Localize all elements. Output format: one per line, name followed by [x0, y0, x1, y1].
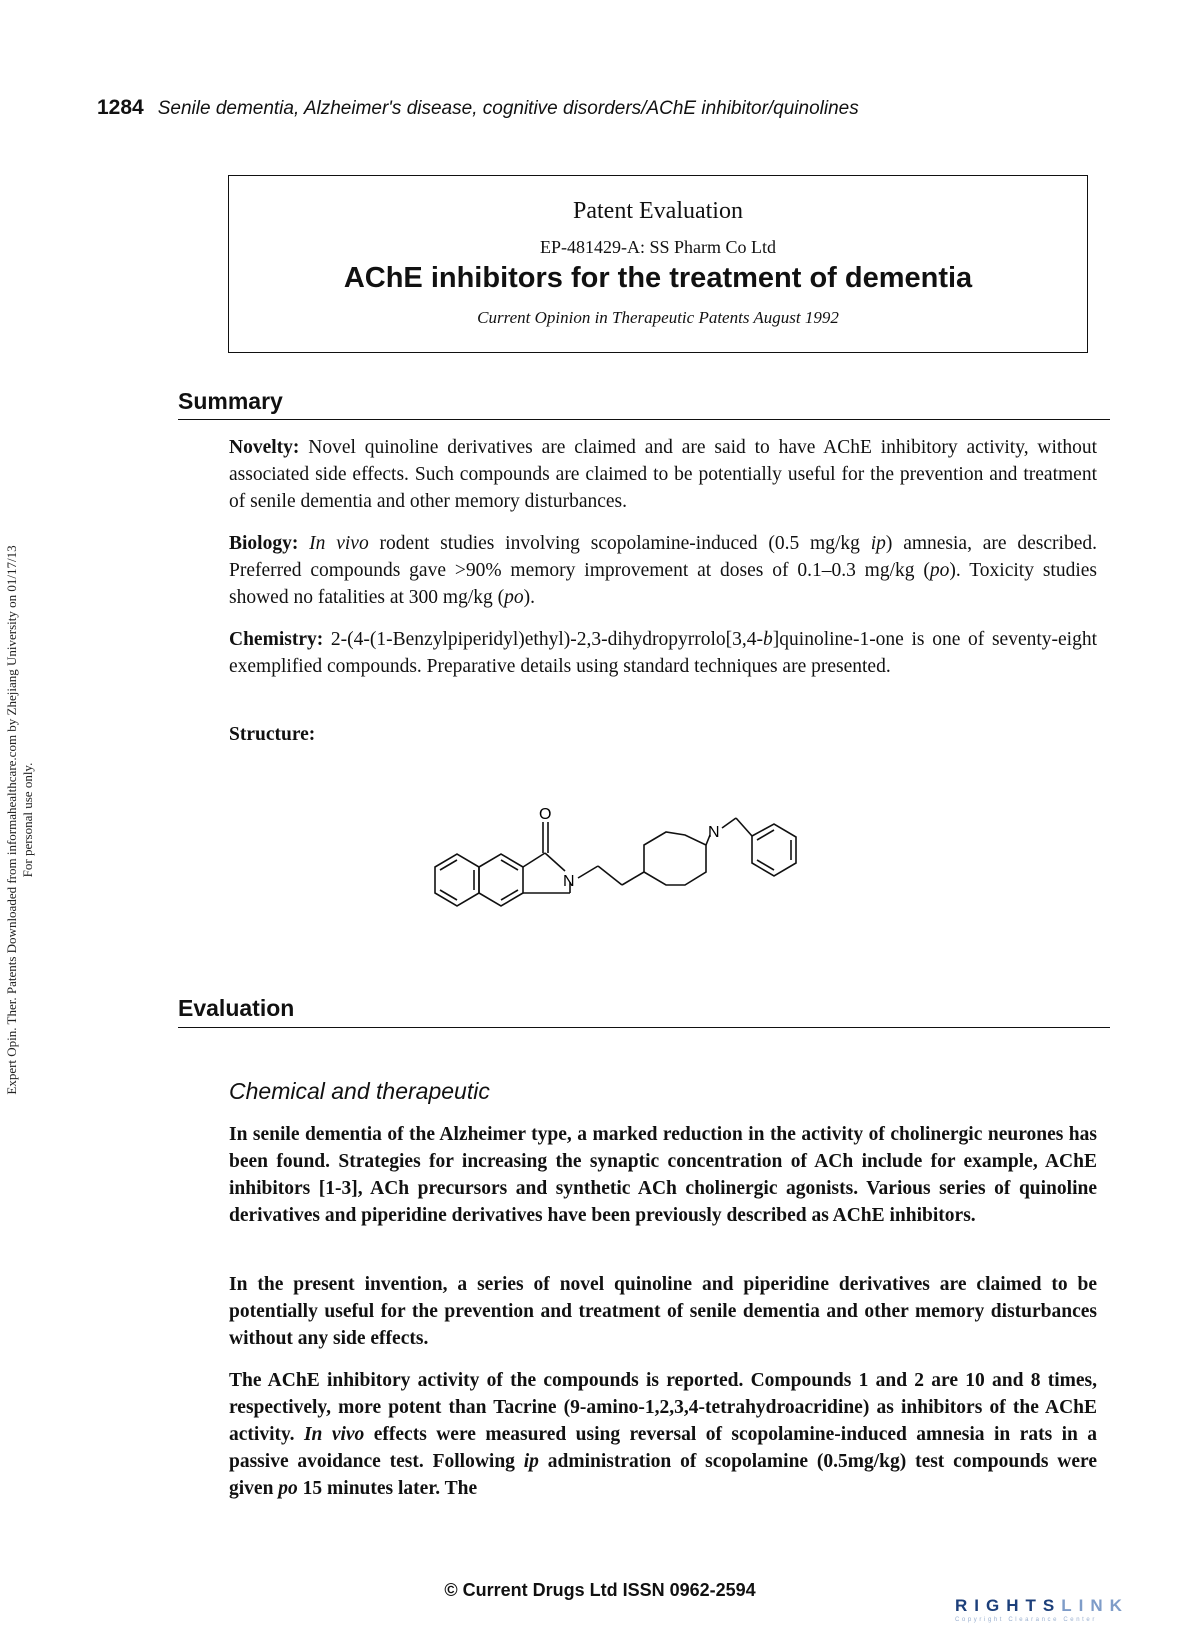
biology-po-2: po [504, 587, 524, 608]
naphthalene-ring-right [479, 854, 523, 906]
structure-label: Structure: [229, 724, 316, 745]
patent-number: EP-481429-A: SS Pharm Co Ltd [539, 237, 776, 257]
patent-title-box [228, 175, 1088, 353]
chemical-therapeutic-subheading: Chemical and therapeutic [229, 1078, 490, 1104]
summary-rule [178, 419, 1110, 420]
double-bond [440, 890, 457, 900]
chemistry-label: Chemistry: [229, 629, 324, 650]
rightslink-dark: RIGHTS [955, 1596, 1062, 1615]
download-notice-line1: Expert Opin. Ther. Patents Downloaded from informahealthcare.com by Zhejiang University on 01/17/13 [4, 545, 19, 1095]
evaluation-rule [178, 1027, 1110, 1028]
oxygen-atom-label: O [539, 806, 552, 823]
benzyl-bond [722, 818, 736, 828]
chemistry-text-1: 2-(4-(1-Benzylpiperidyl)ethyl)-2,3-dihydropyrrolo[3,4- [330, 629, 764, 650]
novelty-text: Novel quinoline derivatives are claimed and are said to have AChE inhibitory activity, without associated side effects. Such compounds are claimed to be potentially useful for the prevention and treatment of senile dementia and other memory disturbances. [229, 437, 1097, 512]
bond [622, 872, 644, 885]
biology-text-2: ) amnesia, are described. Preferred compounds gave >90% memory improvement at doses of 0.1–0.3 mg/kg ( [229, 533, 1097, 581]
copyright-footer: © Current Drugs Ltd ISSN 0962-2594 [444, 1580, 756, 1600]
p3-po: po [278, 1478, 298, 1499]
biology-label: Biology: [229, 533, 299, 554]
novelty-paragraph [229, 434, 1097, 515]
p3-text-4: 15 minutes later. The [302, 1478, 478, 1499]
page-number: 1284 [97, 96, 144, 119]
p3-text-1: The AChE inhibitory activity of the compounds is reported. Compounds 1 and 2 are 10 and 8 times, respectively, more potent than Tacrine (9-amino-1,2,3,4-tetrahydroacridine) as inhibitors of the AChE activity. [229, 1370, 1097, 1445]
chemistry-paragraph [229, 626, 1097, 680]
double-bond [440, 860, 457, 870]
structure-paragraph [229, 721, 1097, 748]
journal-source: Current Opinion in Therapeutic Patents August 1992 [477, 308, 839, 327]
evaluation-heading: Evaluation [178, 995, 295, 1021]
novelty-label: Novelty: [229, 437, 300, 458]
evaluation-paragraph-3 [229, 1367, 1097, 1502]
download-notice [0, 470, 36, 1170]
biology-ip: ip [870, 533, 886, 554]
evaluation-paragraph-1: In senile dementia of the Alzheimer type, a marked reduction in the activity of cholinergic neurones has been found. Strategies for increasing the synaptic concentration of ACh include for example, AChE inhibitors [1-3], ACh precursors and synthetic ACh cholinergic agonists. Various series of quinoline derivatives and piperidine derivatives have been previously described as AChE inhibitors. [229, 1124, 1097, 1226]
evaluation-paragraph-2: In the present invention, a series of novel quinoline and piperidine derivatives are claimed to be potentially useful for the prevention and treatment of senile dementia and other memory disturbances without any side effects. [229, 1274, 1097, 1349]
double-bond [501, 890, 518, 900]
evaluation-kind: Patent Evaluation [573, 198, 743, 224]
running-title: Senile dementia, Alzheimer's disease, cognitive disorders/AChE inhibitor/quinolines [157, 98, 859, 119]
biology-po-1: po [929, 560, 950, 581]
article-title: AChE inhibitors for the treatment of dementia [343, 262, 973, 294]
bond [598, 866, 622, 885]
download-notice-line2: For personal use only. [20, 762, 35, 878]
chemistry-b: b [763, 629, 773, 650]
rightslink-subtitle: Copyright Clearance Center [955, 1617, 1097, 1623]
double-bond [757, 860, 774, 870]
lactam-bond [523, 853, 545, 867]
p3-ip: ip [523, 1451, 539, 1472]
bond [545, 853, 565, 871]
summary-heading: Summary [178, 388, 283, 414]
piperidine-ring [644, 832, 706, 885]
rightslink-light: LINK [1061, 1596, 1129, 1615]
biology-invivo: In vivo [309, 533, 369, 554]
chemical-structure-diagram [430, 800, 870, 930]
double-bond [501, 860, 518, 870]
p3-text-2: effects were measured using reversal of scopolamine-induced amnesia in rats in a passive avoidance test. Following [229, 1424, 1098, 1472]
p3-invivo: In vivo [303, 1424, 365, 1445]
structure-bonds [435, 818, 796, 906]
biology-text-3: ). Toxicity studies showed no fatalities at 300 mg/kg ( [229, 560, 1097, 608]
running-header [97, 96, 859, 120]
bond [736, 818, 752, 836]
nitrogen-atom-label-lactam: N [563, 873, 575, 890]
biology-text-4: ). [523, 587, 535, 608]
p3-text-3: administration of scopolamine (0.5mg/kg) test compounds were given [229, 1451, 1098, 1499]
biology-text-1: rodent studies involving scopolamine-induced (0.5 mg/kg [379, 533, 860, 554]
naphthalene-ring-left [435, 854, 479, 906]
rightslink-badge[interactable] [955, 1596, 1190, 1636]
ethyl-chain [578, 866, 598, 878]
biology-paragraph [229, 530, 1097, 611]
chemistry-text-2: ]quinoline-1-one is one of seventy-eight exemplified compounds. Preparative details using standard techniques are presented. [229, 629, 1098, 677]
nitrogen-atom-label-piperidine: N [708, 824, 720, 841]
benzene-ring [752, 824, 796, 876]
